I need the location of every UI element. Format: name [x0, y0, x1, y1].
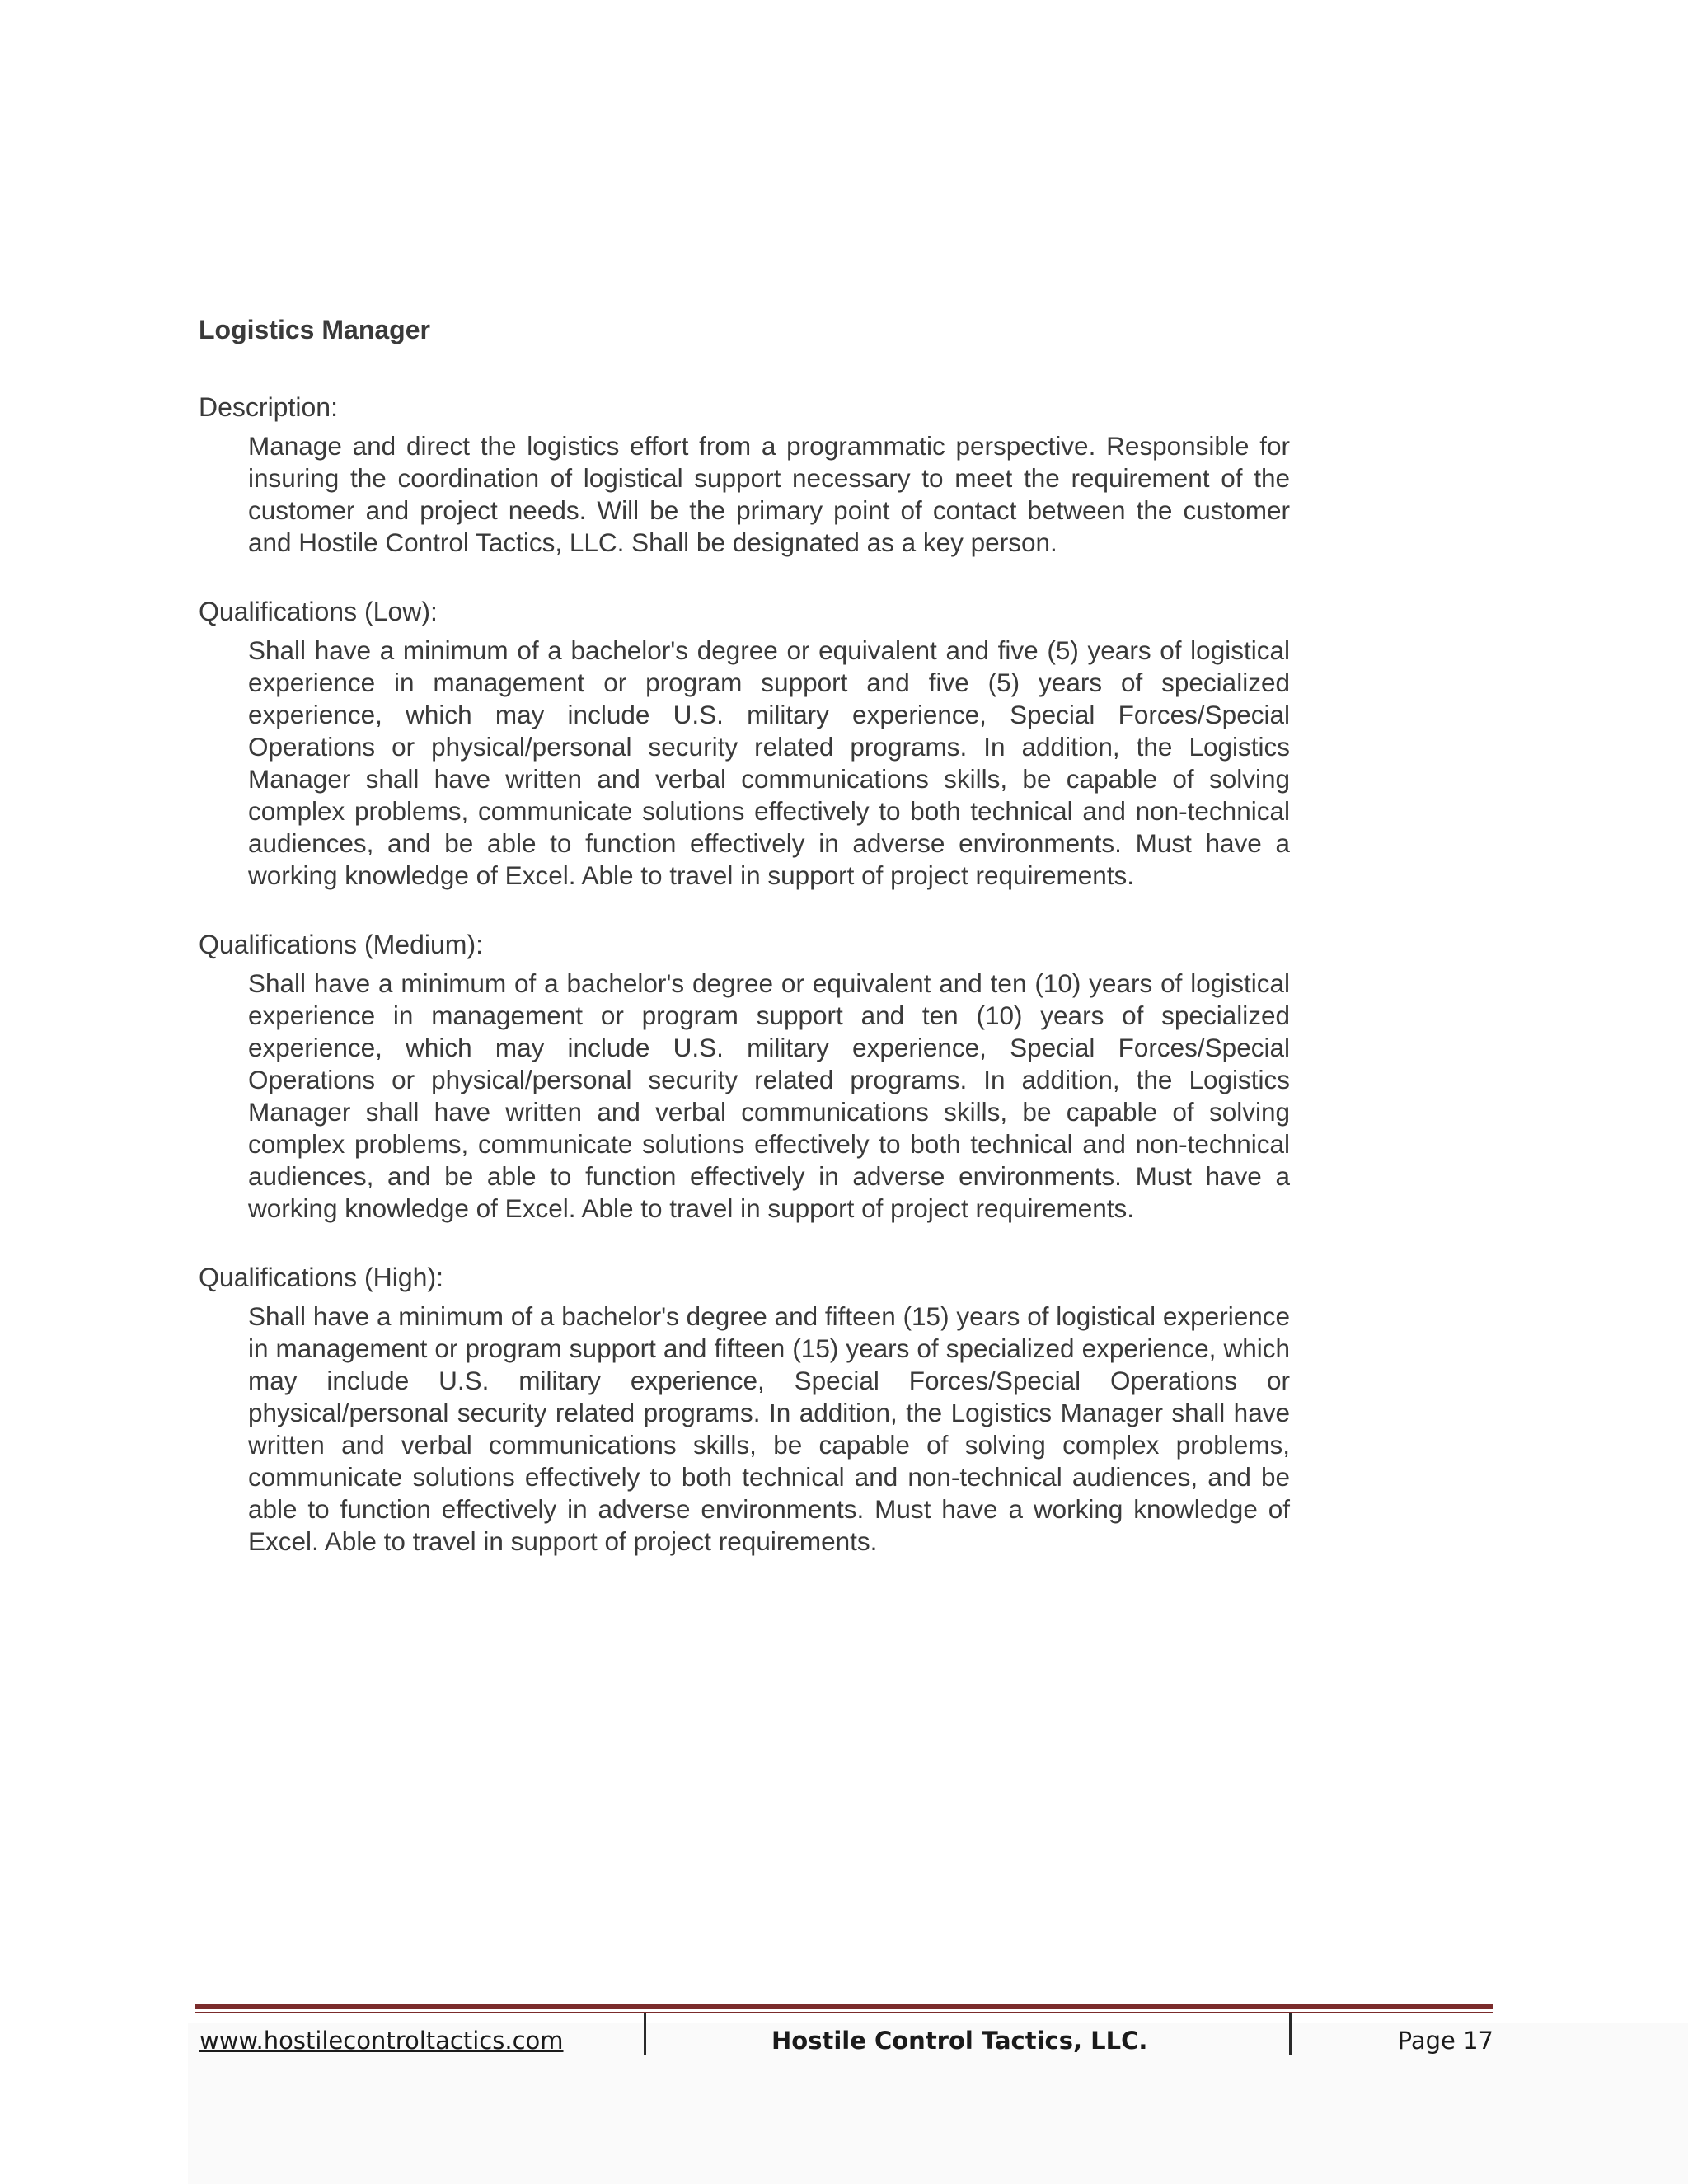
qualifications-low-text: Shall have a minimum of a bachelor's degree or equivalent and five (5) years of logistical experience in management or program support and five (5) years of specialized experience, which may include U.S. military experience, Special Forces/Special Operations or physical/personal security related programs. In addition, the Logistics Manager shall have written and verbal communications skills, be capable of solving complex problems, communicate solutions effectively to both technical and non-technical audiences, and be able to function effectively in adverse environments. Must have a working knowledge of Excel. Able to travel in support of project requirements.: [248, 635, 1290, 890]
footer-rule: [195, 2004, 1493, 2009]
qualifications-medium-section: [199, 921, 1290, 1225]
qualifications-high-label: Qualifications (High):: [199, 1263, 443, 1292]
description-section: [199, 384, 1290, 559]
description-text: Manage and direct the logistics effort from a programmatic perspective. Responsible for insuring the coordination of logistical support necessary to meet the requirement of the customer and project needs. Will be the primary point of contact between the customer and Hostile Control Tactics, LLC. Shall be designated as a key person.: [248, 431, 1290, 557]
section-title: Logistics Manager: [199, 315, 430, 344]
qualifications-medium-label: Qualifications (Medium):: [199, 930, 483, 959]
description-label: Description:: [199, 392, 338, 422]
qualifications-high-text: Shall have a minimum of a bachelor's degree and fifteen (15) years of logistical experience in management or program support and fifteen (15) years of specialized experience, which may include U.S. military experience, Special Forces/Special Operations or physical/personal security related programs. In addition, the Logistics Manager shall have written and verbal communications skills, be capable of solving complex problems, communicate solutions effectively to both technical and non-technical audiences, and be able to function effectively in adverse environments. Must have a working knowledge of Excel. Able to travel in support of project requirements.: [248, 1301, 1290, 1556]
footer-divider-left: [644, 2013, 646, 2055]
footer-divider-right: [1289, 2013, 1292, 2055]
qualifications-low-section: [199, 588, 1290, 892]
document-content: [199, 307, 1290, 1587]
qualifications-low-label: Qualifications (Low):: [199, 597, 438, 626]
page-footer: [195, 2004, 1493, 2063]
footer-company-name: Hostile Control Tactics, LLC.: [771, 2027, 1148, 2055]
footer-row: [195, 2013, 1493, 2063]
website-link[interactable]: www.hostilecontroltactics.com: [199, 2027, 564, 2055]
qualifications-medium-text: Shall have a minimum of a bachelor's degree or equivalent and ten (10) years of logistical experience in management or program support and ten (10) years of specialized experience, which may include U.S. military experience, Special Forces/Special Operations or physical/personal security related programs. In addition, the Logistics Manager shall have written and verbal communications skills, be capable of solving complex problems, communicate solutions effectively to both technical and non-technical audiences, and be able to function effectively in adverse environments. Must have a working knowledge of Excel. Able to travel in support of project requirements.: [248, 968, 1290, 1223]
qualifications-high-section: [199, 1254, 1290, 1558]
page-number: Page 17: [1397, 2027, 1493, 2055]
